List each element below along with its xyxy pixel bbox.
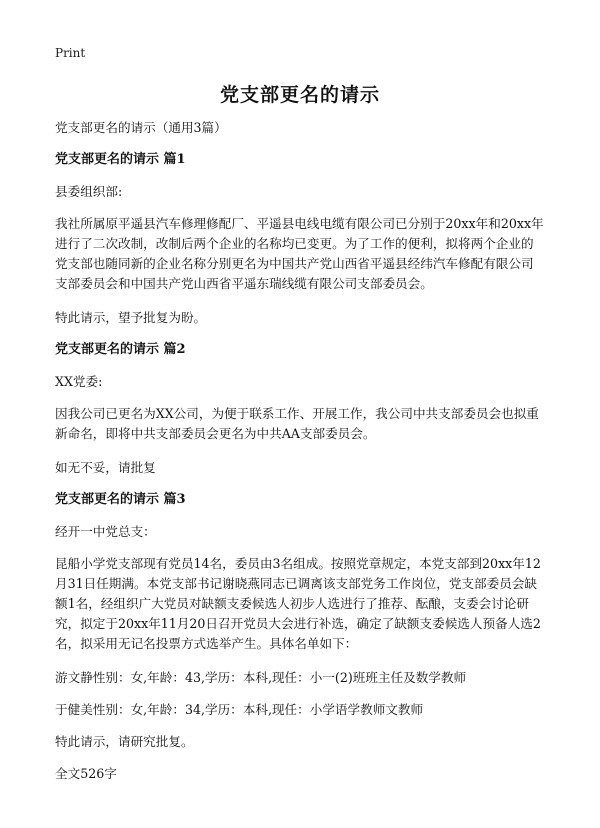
- section-closing: 如无不妥，请批复: [55, 460, 156, 475]
- section-salutation: XX党委:: [55, 374, 103, 389]
- section-salutation: 经开一中党总支：: [55, 524, 156, 539]
- section-heading: 党支部更名的请示 篇3: [55, 492, 186, 507]
- section-salutation: 县委组织部:: [55, 184, 123, 199]
- section-closing: 特此请示，请研究批复。: [55, 734, 194, 749]
- candidate-line: 于健美性别：女,年龄：34,学历：本科,现任：小学语学教师文教师: [55, 702, 424, 717]
- section-3: [55, 490, 545, 752]
- section-2: [55, 340, 545, 478]
- section-heading: 党支部更名的请示 篇1: [55, 152, 186, 167]
- print-link[interactable]: Print: [55, 46, 86, 60]
- section-body: 因我公司已更名为XX公司，为便于联系工作、开展工作，我公司中共支部委员会也拟重新命名，即将中共支部委员会更名为中共AA支部委员会。: [55, 406, 539, 441]
- section-closing: 特此请示，望予批复为盼。: [55, 310, 207, 325]
- word-count: 全文526字: [55, 766, 117, 781]
- document-subtitle: 党支部更名的请示（通用3篇）: [55, 120, 227, 135]
- section-body: 昆船小学党支部现有党员14名，委员由3名组成。按照党章规定，本党支部到20xx年12月31日任期满。本党支部书记谢晓燕同志已调离该支部党务工作岗位，党支部委员会缺额1名，经组织广大党员对缺额支委候选人初步人选进行了推荐、酝酿，支委会讨论研究，拟定于20xx年11月20日召开党员大会进行补选，确定了缺额支委候选人预备人选2名，拟采用无记名投票方式选举产生。具体名单如下：: [55, 556, 541, 651]
- section-heading: 党支部更名的请示 篇2: [55, 342, 186, 357]
- section-1: [55, 150, 545, 328]
- document-title: 党支部更名的请示: [219, 84, 380, 106]
- section-body: 我社所属原平遥县汽车修理修配厂、平遥县电线电缆有限公司已分别于20xx年和20xx年进行了二次改制，改制后两个企业的名称均已变更。为了工作的便利，拟将两个企业的党支部也随同新的企业名称分别更名为中国共产党山西省平遥县经纬汽车修配有限公司支部委员会和中国共产党山西省平遥东瑞线缆有限公司支部委员会。: [55, 216, 544, 291]
- document-body: [55, 118, 545, 784]
- candidate-line: 游文静性别：女,年龄：43,学历：本科,现任：小一(2)班班主任及数学教师: [55, 670, 467, 685]
